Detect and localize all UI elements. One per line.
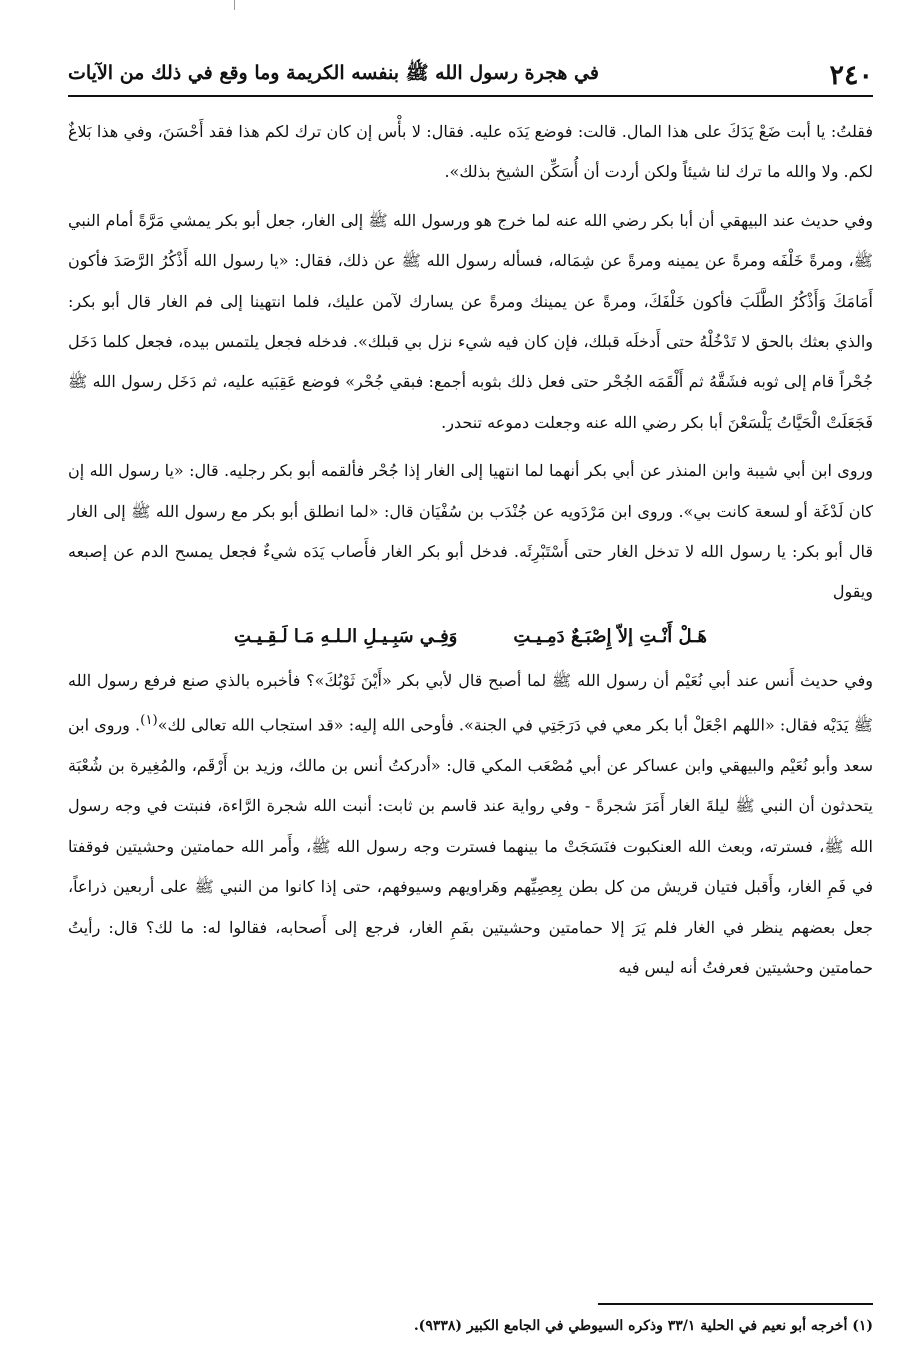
main-text xyxy=(68,112,873,988)
paragraph: وروى ابن أبي شيبة وابن المنذر عن أبي بكر أنهما لما انتهيا إلى الغار إذا جُحْر فألقمه أبو بكر رجليه. قال: «يا رسول الله إن كان لَدْغَة أو لسعة كانت بي». وروى ابن مَرْدَويه عن جُنْدَب بن سُفْيَان قال: «لما انطلق أبو بكر مع رسول الله ﷺ إلى الغار قال أبو بكر: يا رسول الله لا تدخل الغار حتى أَسْتَبْرِئَه. فدخل أبو بكر الغار فأَصاب يَدَه شيءٌ فجعل يمسح الدم عن إصبعه ويقول xyxy=(68,461,873,602)
verse-first-hemistich: هَـلْ أَنْـتِ إلاّ إِصْبَـعٌ دَمِـيـتِ xyxy=(513,625,707,647)
scan-mark xyxy=(234,0,235,10)
paragraph: وفي حديث عند البيهقي أن أبا بكر رضي الله عنه لما خرج هو ورسول الله ﷺ إلى الغار، جعل أبو بكر يمشي مَرَّةً أمام النبي ﷺ، ومرةً خَلْفَه ومرةً عن يمينه ومرةً عن شِمَاله، فسأله رسول الله ﷺ عن ذلك، فقال: «يا رسول الله أَذْكُرُ الرَّصَدَ فأكون أَمَامَكَ وَأَذْكُرُ الطَّلَبَ فأكون خَلْفَكَ، ومرةً عن يمينك ومرةً عن يسارك لآمن عليك، فلما انتهينا إلى فم الغار قال أبو بكر: والذي بعثك بالحق لا تَدْخُلْهُ حتى أَدخلَه قبلك، فإن كان فيه شيء نزل بي قبلك». فدخله فجعل يلتمس بيده، فجعل كلما دَخَل جُحْراً قام إلى ثوبه فشَقَّهُ ثم أَلْقَمَه الجُحْر حتى فعل ذلك بثوبه أجمع: فبقي جُحْر» فوضع عَقِبَيه عليه، ثم دَخَل رسول الله ﷺ فَجَعَلَتْ الْحَيَّاتُ يَلْسَعْنَ أبا بكر رضي الله عنه وجعلت دموعه تنحدر. xyxy=(68,210,873,432)
paragraph: فقلتُ: يا أبت ضَعْ يَدَكَ على هذا المال. قالت: فوضع يَدَه عليه. فقال: لا بأْس إن كان ترك لكم هذا فقد أَحْسَنَ، وفي هذا بَلاغٌ لكم. ولا والله ما ترك لنا شيئاً ولكن أردت أن أُسَكِّن الشيخ بذلك». xyxy=(68,122,873,182)
poetry-verse xyxy=(68,615,873,659)
running-title: في هجرة رسول الله ﷺ بنفسه الكريمة وما وقع في ذلك من الآيات xyxy=(68,62,599,84)
footnote-reference: (١) xyxy=(140,713,158,729)
footnote: (١) أخرجه أبو نعيم في الحلية ٣٣/١ وذكره السيوطي في الجامع الكبير (٩٣٣٨). xyxy=(413,1318,873,1334)
paragraph xyxy=(68,661,873,989)
page-header xyxy=(68,55,873,97)
footnote-separator xyxy=(598,1303,873,1305)
paragraph-text: . وروى ابن سعد وأبو نُعَيْم والبيهقي وابن عساكر عن أبي مُصْعَب المكي قال: «أدركتُ أنس بن مالك، وزيد بن أَرْقَم، والمُغِيرة بن شُعْبَة يتحدثون أن النبي ﷺ ليلةَ الغار أَمَرَ شجرةً - وفي رواية عند قاسم بن ثابت: أنبت الله شجرة الرَّاءة، فنبتت في وجه رسول الله ﷺ، فسترته، وبعث الله العنكبوت فنَسَجَتْ ما بينهما فسترت وجه رسول الله ﷺ، وأَمر الله حمامتين وحشيتين فوقفتا في فَمِ الغار، وأَقبل فتيان قريش من كل بطن بِعِصِيِّهم وهَراويهم وسيوفهم، حتى إذا كانوا من النبي ﷺ على أربعين ذراعاً، جعل بعضهم ينظر في الغار فلم يَرَ إلا حمامتين وحشيتين بفَمِ الغار، فرجع إلى أَصحابه، فقالوا له: ما لك؟ قال: رأيتُ حمامتين وحشيتين فعرفتُ أنه ليس فيه xyxy=(68,715,874,978)
paragraph-text: وفي حديث أَنس عند أبي نُعَيْم أن رسول الله ﷺ لما أصبح قال لأبي بكر «أَيْنَ ثَوْبُكَ»؟ فأخبره بالذي صنع فرفع رسول الله ﷺ يَدَيْه فقال: «اللهم اجْعَلْ أبا بكر معي في دَرَجَتِي في الجنة». فأوحى الله إليه: «قد استجاب الله تعالى لك» xyxy=(68,670,873,735)
verse-second-hemistich: وَفِـي سَبِـيـلِ الـلـهِ مَـا لَـقِـيـتِ xyxy=(234,625,458,647)
page-number: ٢٤٠ xyxy=(829,59,873,91)
